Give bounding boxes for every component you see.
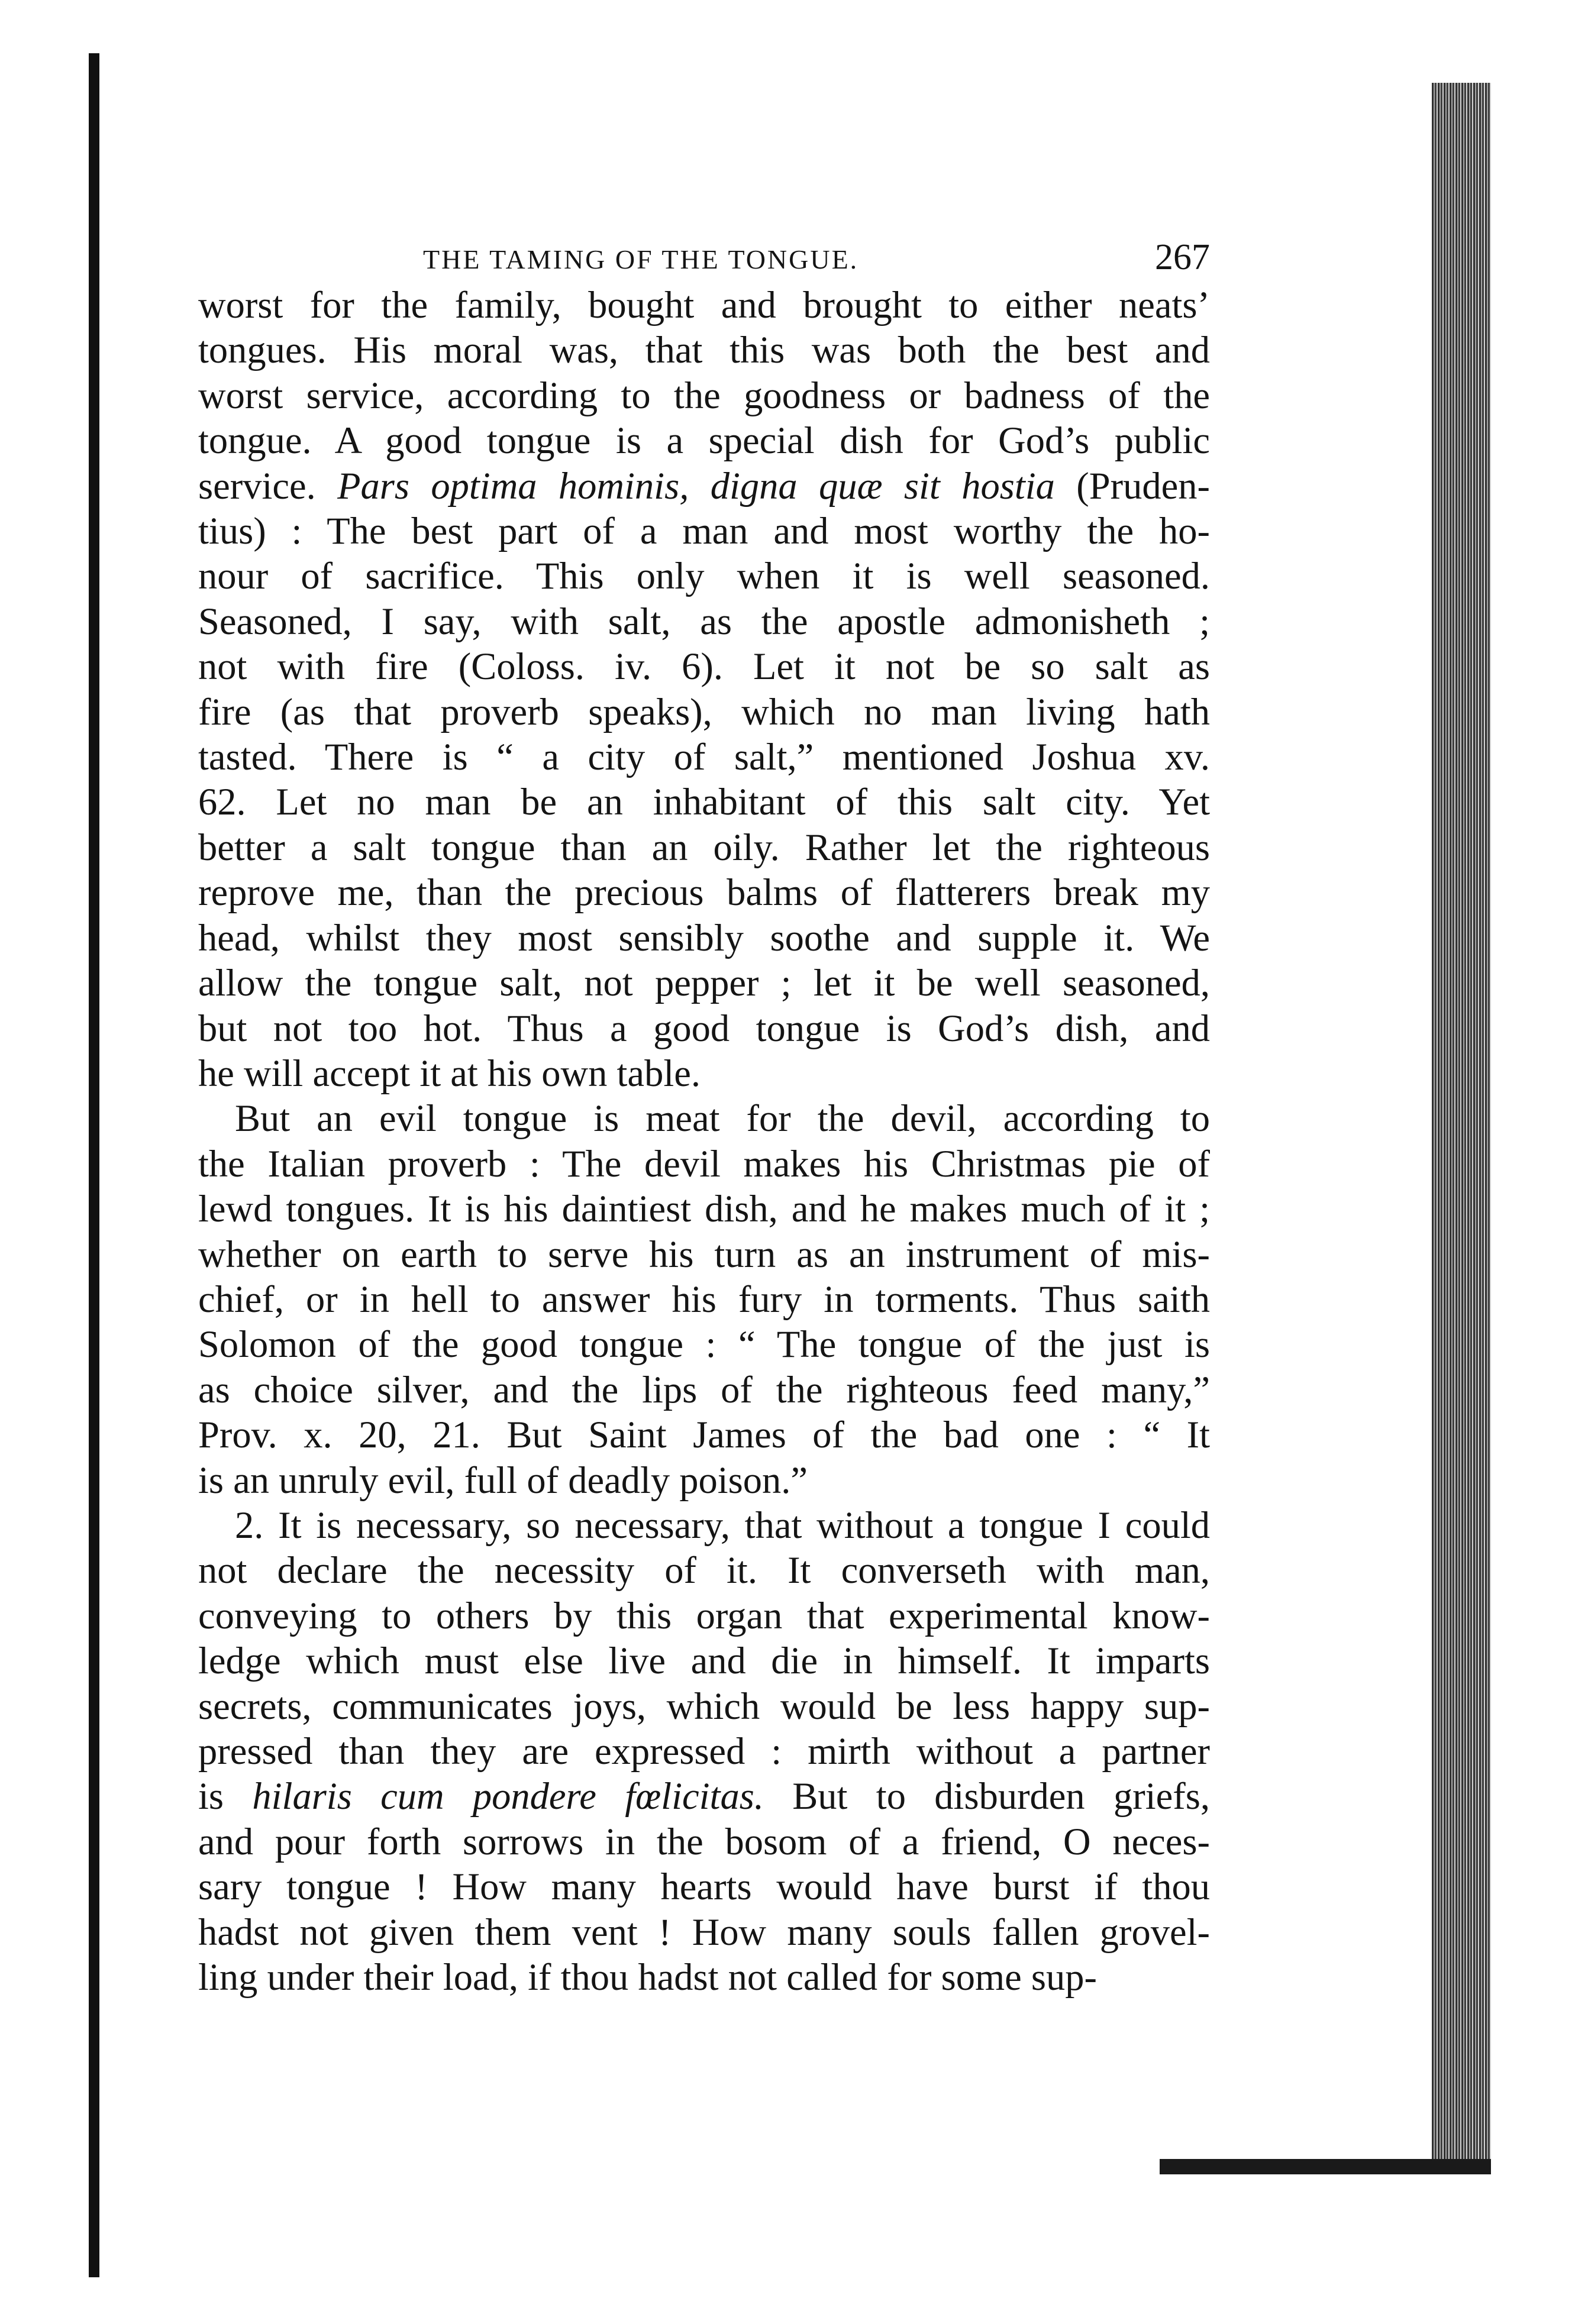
text-segment: is <box>198 1775 253 1818</box>
text-segment: tius) : The best part of a man and most worthy the ho- <box>198 510 1210 552</box>
text-line <box>198 1412 1210 1457</box>
text-line <box>198 1322 1210 1367</box>
text-segment: he will accept it at his own table. <box>198 1052 701 1094</box>
paragraph <box>198 1096 1210 1503</box>
text-line <box>198 1006 1210 1051</box>
text-line <box>198 1910 1210 1955</box>
text-line <box>198 509 1210 554</box>
text-segment: chief, or in hell to answer his fury in torments. Thus saith <box>198 1278 1210 1320</box>
text-line <box>198 1503 1210 1548</box>
text-segment: nour of sacrifice. This only when it is well seasoned. <box>198 555 1210 597</box>
text-segment: Seasoned, I say, with salt, as the apostle admonisheth ; <box>198 600 1210 642</box>
text-segment: as choice silver, and the lips of the righteous feed many,” <box>198 1368 1210 1411</box>
text-line <box>198 554 1210 599</box>
text-segment: ledge which must else live and die in himself. It imparts <box>198 1640 1210 1682</box>
text-segment: better a salt tongue than an oily. Rather let the righteous <box>198 826 1210 868</box>
book-fore-edge <box>1432 83 1491 2165</box>
text-segment: But to disburden griefs, <box>763 1775 1210 1818</box>
text-line <box>198 735 1210 780</box>
text-line <box>198 1051 1210 1096</box>
text-line <box>198 1142 1210 1187</box>
text-line <box>198 1548 1210 1593</box>
text-segment: lewd tongues. It is his daintiest dish, and he makes much of it ; <box>198 1188 1210 1230</box>
text-line <box>198 464 1210 509</box>
text-segment: But an evil tongue is meat for the devil, according to <box>235 1097 1210 1140</box>
text-line <box>198 1819 1210 1864</box>
text-line <box>198 1774 1210 1819</box>
text-line <box>198 870 1210 915</box>
text-line <box>198 1955 1210 2000</box>
text-line <box>198 644 1210 689</box>
text-segment: (Pruden- <box>1054 464 1210 507</box>
text-line <box>198 1368 1210 1412</box>
text-segment: head, whilst they most sensibly soothe and supple it. We <box>198 916 1210 959</box>
text-line <box>198 418 1210 463</box>
text-line <box>198 1096 1210 1141</box>
text-segment: ling under their load, if thou hadst not called for some sup- <box>198 1956 1097 1999</box>
text-segment: sary tongue ! How many hearts would have burst if thou <box>198 1866 1210 1908</box>
paragraph <box>198 1503 1210 2000</box>
body-text <box>198 283 1210 2000</box>
text-segment: tasted. There is “ a city of salt,” mentioned Joshua xv. <box>198 736 1210 778</box>
text-segment: the Italian proverb : The devil makes his Christmas pie of <box>198 1142 1210 1185</box>
text-line <box>198 1232 1210 1277</box>
text-line <box>198 1277 1210 1322</box>
text-line <box>198 328 1210 373</box>
text-segment: not with fire (Coloss. iv. 6). Let it not be so salt as <box>198 645 1210 688</box>
text-segment: and pour forth sorrows in the bosom of a friend, O neces- <box>198 1820 1210 1863</box>
text-line <box>198 961 1210 1006</box>
text-segment: hadst not given them vent ! How many souls fallen grovel- <box>198 1911 1210 1953</box>
running-title: THE TAMING OF THE TONGUE. <box>423 244 859 274</box>
text-segment: reprove me, than the precious balms of flatterers break my <box>198 871 1210 914</box>
text-segment: whether on earth to serve his turn as an instrument of mis- <box>198 1233 1210 1275</box>
text-segment: is an unruly evil, full of deadly poison.” <box>198 1459 808 1501</box>
text-segment: Prov. x. 20, 21. But Saint James of the bad one : “ It <box>198 1414 1210 1456</box>
text-line <box>198 1187 1210 1232</box>
text-segment: but not too hot. Thus a good tongue is God’s dish, and <box>198 1007 1210 1049</box>
text-segment: fire (as that proverb speaks), which no man living hath <box>198 690 1210 733</box>
text-line <box>198 373 1210 418</box>
page-gutter-shadow <box>89 53 99 2277</box>
latin-phrase: Pars optima hominis, digna quæ sit hostia <box>337 464 1055 507</box>
text-line <box>198 599 1210 644</box>
text-line <box>198 916 1210 961</box>
text-segment: pressed than they are expressed : mirth without a partner <box>198 1730 1210 1772</box>
text-segment: allow the tongue salt, not pepper ; let it be well seasoned, <box>198 962 1210 1004</box>
text-segment: 2. It is necessary, so necessary, that without a tongue I could <box>235 1504 1210 1546</box>
text-line <box>198 825 1210 870</box>
text-segment: not declare the necessity of it. It converseth with man, <box>198 1549 1210 1592</box>
text-segment: conveying to others by this organ that experimental know- <box>198 1594 1210 1637</box>
text-line <box>198 690 1210 735</box>
text-segment: worst service, according to the goodness or badness of the <box>198 374 1210 416</box>
latin-phrase: hilaris cum pondere fœlicitas. <box>252 1775 764 1818</box>
text-segment: tongues. His moral was, that this was both the best and <box>198 329 1210 371</box>
text-segment: tongue. A good tongue is a special dish for God’s public <box>198 419 1210 462</box>
text-segment: Solomon of the good tongue : “ The tongue of the just is <box>198 1323 1210 1366</box>
text-line <box>198 1729 1210 1774</box>
running-header <box>198 237 1210 284</box>
text-line <box>198 283 1210 328</box>
paragraph <box>198 283 1210 1096</box>
text-line <box>198 1638 1210 1683</box>
text-line <box>198 1593 1210 1638</box>
page-number: 267 <box>1155 237 1210 277</box>
text-segment: service. <box>198 464 338 507</box>
text-segment: 62. Let no man be an inhabitant of this salt city. Yet <box>198 781 1210 823</box>
text-segment: worst for the family, bought and brought to either neats’ <box>198 284 1210 326</box>
text-line <box>198 1458 1210 1503</box>
text-line <box>198 1864 1210 1909</box>
text-segment: secrets, communicates joys, which would be less happy sup- <box>198 1685 1210 1727</box>
page-bottom-edge <box>1160 2159 1491 2174</box>
text-line <box>198 780 1210 825</box>
text-line <box>198 1684 1210 1729</box>
